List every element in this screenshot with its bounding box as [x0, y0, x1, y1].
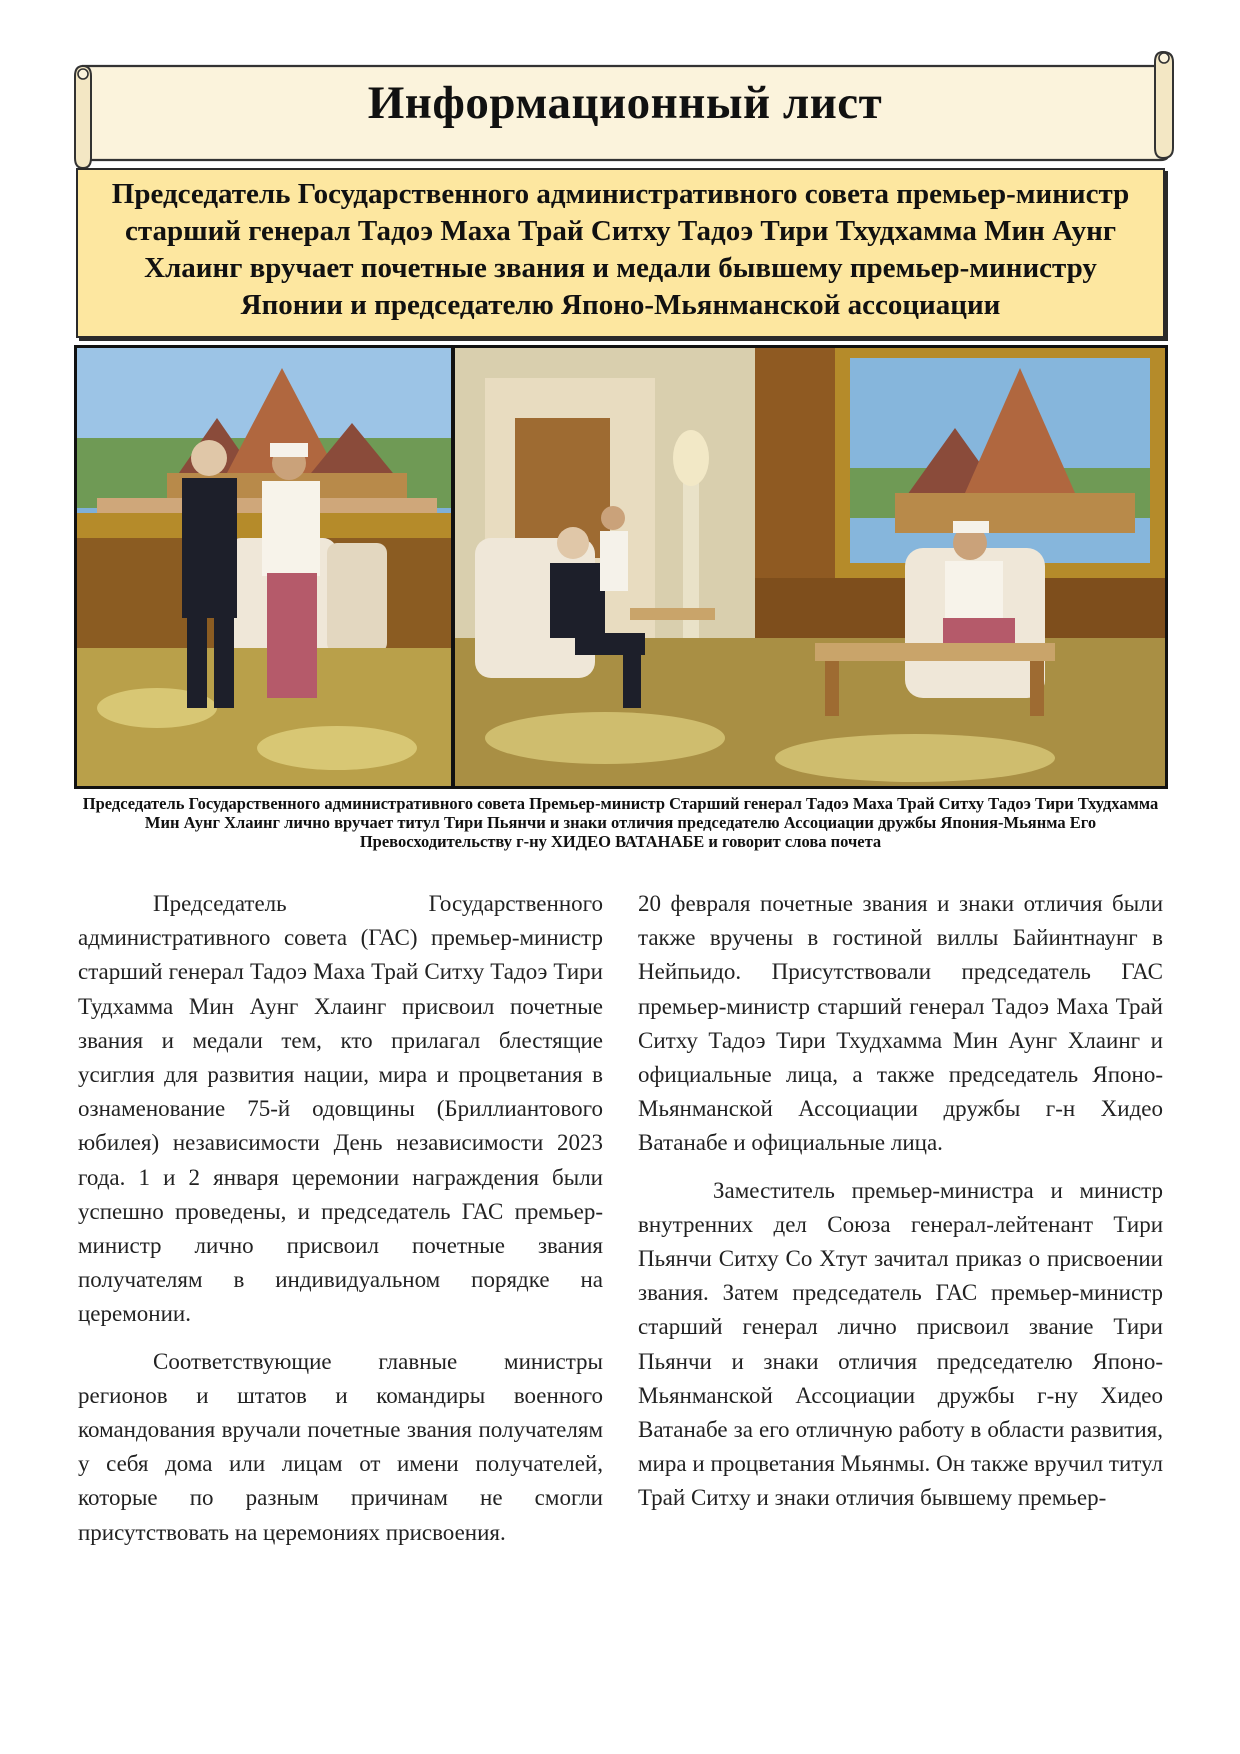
page-title: Информационный лист: [367, 77, 883, 129]
paragraph: 20 февраля почетные звания и знаки отличия были также вручены в гостиной виллы Байинтнаунг в Нейпьидо. Присутствовали председатель ГАС премьер-министр старший генерал Тадоэ Маха Трай Ситху Тадоэ Тири Тхудхамма Мин Аунг Хлаинг и официальные лица, а также председатель Японо-Мьянманской Ассоциации дружбы г-н Хидео Ватанабе и официальные лица.: [638, 891, 1163, 1156]
award-ceremony-photo: [77, 348, 451, 786]
meeting-room-photo: [455, 348, 1165, 786]
photo-collage: [74, 345, 1168, 789]
paragraph: Председатель Государственного административного совета (ГАС) премьер-министр старший генерал Тадоэ Маха Трай Ситху Тадоэ Тири Тудхамма Мин Аунг Хлаинг присвоил почетные звания и медали тем, кто прилагал блестящие усиглия для развития нации, мира и процветания в ознаменование 75-й одовщины (Бриллиантового юбилея) независимости День независимости 2023 года. 1 и 2 января церемонии награждения были успешно проведены, и председатель ГАС премьер-министр лично присвоил почетные звания получателям в индивидуальном порядке на церемонии.: [78, 891, 603, 1327]
headline: Председатель Государственного административного совета премьер-министр старший генерал Тадоэ Маха Трай Ситху Тадоэ Тири Тхудхамма Мин Аунг Хлаинг вручает почетные звания и медали бывшему премьер-министру Японии и председателю Японо-Мьянманской ассоциации: [111, 178, 1130, 321]
article-column-right: [638, 887, 1163, 1529]
article-column-left: [78, 887, 603, 1563]
scroll-banner: [73, 48, 1177, 170]
paragraph: Заместитель премьер-министра и министр внутренних дел Союза генерал-лейтенант Тири Пьянчи Ситху Со Хтут зачитал приказ о присвоении звания. Затем председатель ГАС премьер-министр старший генерал лично присвоил звание Тири Пьянчи и знаки отличия председателю Японо-Мьянманской Ассоциации дружбы г-ну Хидео Ватанабе за его отличную работу в области развития, мира и процветания Мьянмы. Он также вручил титул Трай Ситху и знаки отличия бывшему премьер-: [638, 1177, 1163, 1511]
paragraph: Соответствующие главные министры регионов и штатов и командиры военного командования вручали почетные звания получателям у себя дома или лицам от имени получателей, которые по разным причинам не смогли присутствовать на церемониях присвоения.: [78, 1348, 603, 1545]
headline-box: [76, 168, 1165, 338]
photo-caption: Председатель Государственного административного совета Премьер-министр Старший генерал Тадоэ Маха Трай Ситху Тадоэ Тири Тхудхамма Мин Аунг Хлаинг лично вручает титул Тири Пьянчи и знаки отличия председателю Ассоциации дружбы Япония-Мьянма Его Превосходительству г-ну ХИДЕО ВАТАНАБЕ и говорит слова почета: [82, 794, 1159, 851]
